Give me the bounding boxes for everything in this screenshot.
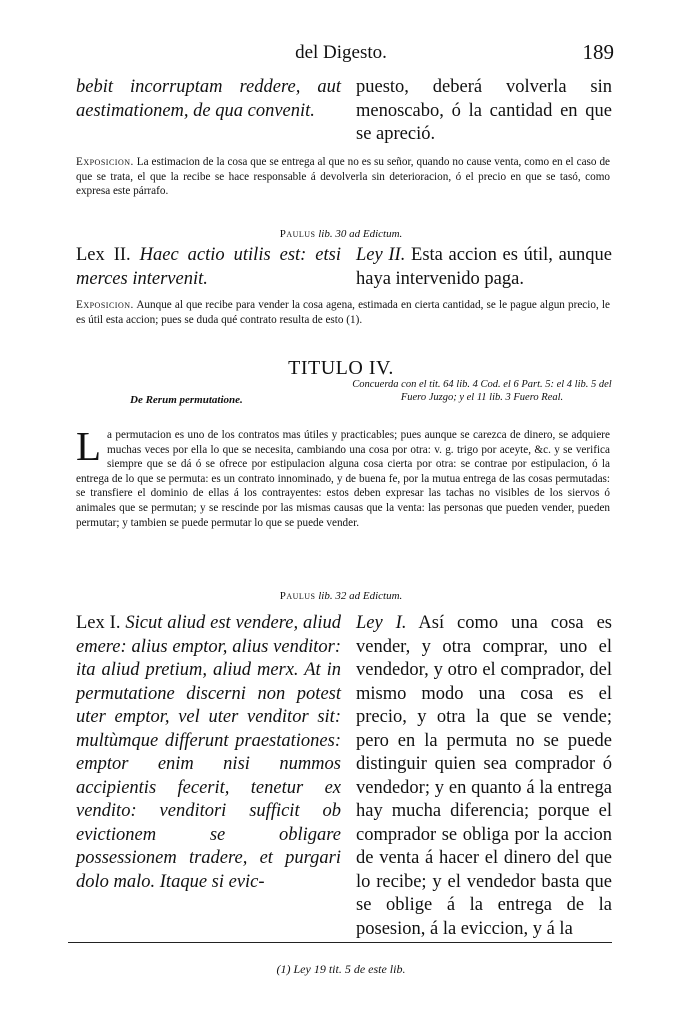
intro-paragraph bbox=[76, 423, 610, 530]
intro-text: a permutacion es uno de los contratos mas útiles y practicables; pues aunque se carezca de dinero, se adquiere muchas veces por ella lo que se necesita, cambiando una cosa por otra: v. g. trigo por aceyte, &c. y se verifica siempre que se dá ó se ofrece por estipulacion alguna cosa cierta por otra: se contrae por estipulacion, ó la entrega de lo que se permuta: es un contrato innominado, y de buena fe, por la mutua entrega de las cosas permutadas: se transfiere el dominio de ellas á los contrayentes: estos deben expresar las tachas no visibles de los siervos ó animales que se permutan; y se rescinde por las mismas causas que la venta: las personas que pueden vender, pueden permutar; y tambien se puede permutar lo que se puede vender. bbox=[76, 429, 610, 529]
ley-1-label: Ley I. bbox=[356, 613, 407, 633]
lex-1-latin bbox=[76, 612, 341, 894]
page-number: 189 bbox=[582, 40, 614, 64]
footnote bbox=[0, 962, 682, 977]
exposicion-label: Exposicion. bbox=[76, 299, 134, 311]
ley-2-label: Ley II. bbox=[356, 245, 406, 265]
lex-1-latin-text: Sicut aliud est vendere, aliud emere: alius emptor, alius venditor: ita aliud pretium, aliud merx. At in permutatione discerni non potest uter emptor, vel uter venditor sit: multùmque differunt praestationes: emptor enim nisi nummos accipientis fecerit, tenetur ex vendito: venditori sufficit ob evictionem se obligare possessionem tradere, et purgari dolo malo. Itaque si evic- bbox=[76, 613, 341, 892]
lex-1-label: Lex I. bbox=[76, 613, 121, 633]
source-citation bbox=[0, 590, 682, 602]
exposicion-label: Exposicion. bbox=[76, 156, 134, 168]
source-citation bbox=[0, 228, 682, 240]
titulo-concordance: Concuerda con el tit. 64 lib. 4 Cod. el 6 Part. 5: el 4 lib. 5 del Fuero Juzgo; y el 11 lib. 3 Fuero Real. bbox=[352, 379, 612, 403]
footnote-text: (1) Ley 19 tit. 5 de este lib. bbox=[276, 962, 406, 976]
exposicion-paragraph bbox=[76, 298, 610, 327]
titulo-heading: TITULO IV. bbox=[288, 357, 394, 379]
ley-1-spanish bbox=[356, 612, 612, 941]
source-author: Paulus bbox=[279, 228, 316, 240]
lex-2-latin bbox=[76, 244, 341, 291]
continued-spanish-text: puesto, deberá volverla sin menoscabo, ó la cantidad en que se apreció. bbox=[356, 77, 612, 144]
exposicion-text: La estimacion de la cosa que se entrega al que no es su señor, quando no cause venta, como en el caso de que se trata, el que la recibe se hace responsable á devolverla sin deterioracion, ó el precio en que se tasó, como expresa este párrafo. bbox=[76, 156, 611, 198]
exposicion-paragraph bbox=[76, 155, 610, 199]
ley-2-spanish-text: Esta accion es útil, aunque haya intervenido paga. bbox=[356, 245, 612, 289]
continued-latin-text: bebit incorruptam reddere, aut aestimationem, de qua convenit. bbox=[76, 77, 341, 121]
exposicion-text: Aunque al que recibe para vender la cosa agena, estimada en cierta cantidad, se le pague algun precio, le es útil esta accion; pues se duda qué contrato resulta de esto (1). bbox=[76, 299, 610, 326]
running-header: del Digesto. bbox=[295, 42, 387, 63]
titulo-subject: De Rerum permutatione. bbox=[130, 394, 243, 406]
ley-2-spanish bbox=[356, 244, 612, 291]
lex-2-latin-text: Haec actio utilis est: etsi merces intervenit. bbox=[76, 245, 342, 289]
source-author: Paulus bbox=[279, 590, 316, 602]
ley-1-spanish-text: Así como una cosa es vender, y otra comprar, uno el vendedor, y otro el comprador, del mismo modo una cosa es el precio, y otra la que se vende; pero en la permuta no se puede distinguir quien sea comprador ó vendedor; y en quanto á la entrega hay mucha diferencia; porque el comprador se obliga por la accion de venta á hacer el dinero del que lo recibe; y el vendedor basta que se oblige á la entrega de la posesion, á la eviccion, y á la bbox=[356, 613, 612, 939]
drop-cap: L bbox=[76, 423, 102, 469]
lex-2-label: Lex II. bbox=[76, 245, 131, 265]
footnote-rule bbox=[68, 942, 612, 943]
source-reference: lib. 32 ad Edictum. bbox=[318, 590, 403, 602]
source-reference: lib. 30 ad Edictum. bbox=[318, 228, 403, 240]
